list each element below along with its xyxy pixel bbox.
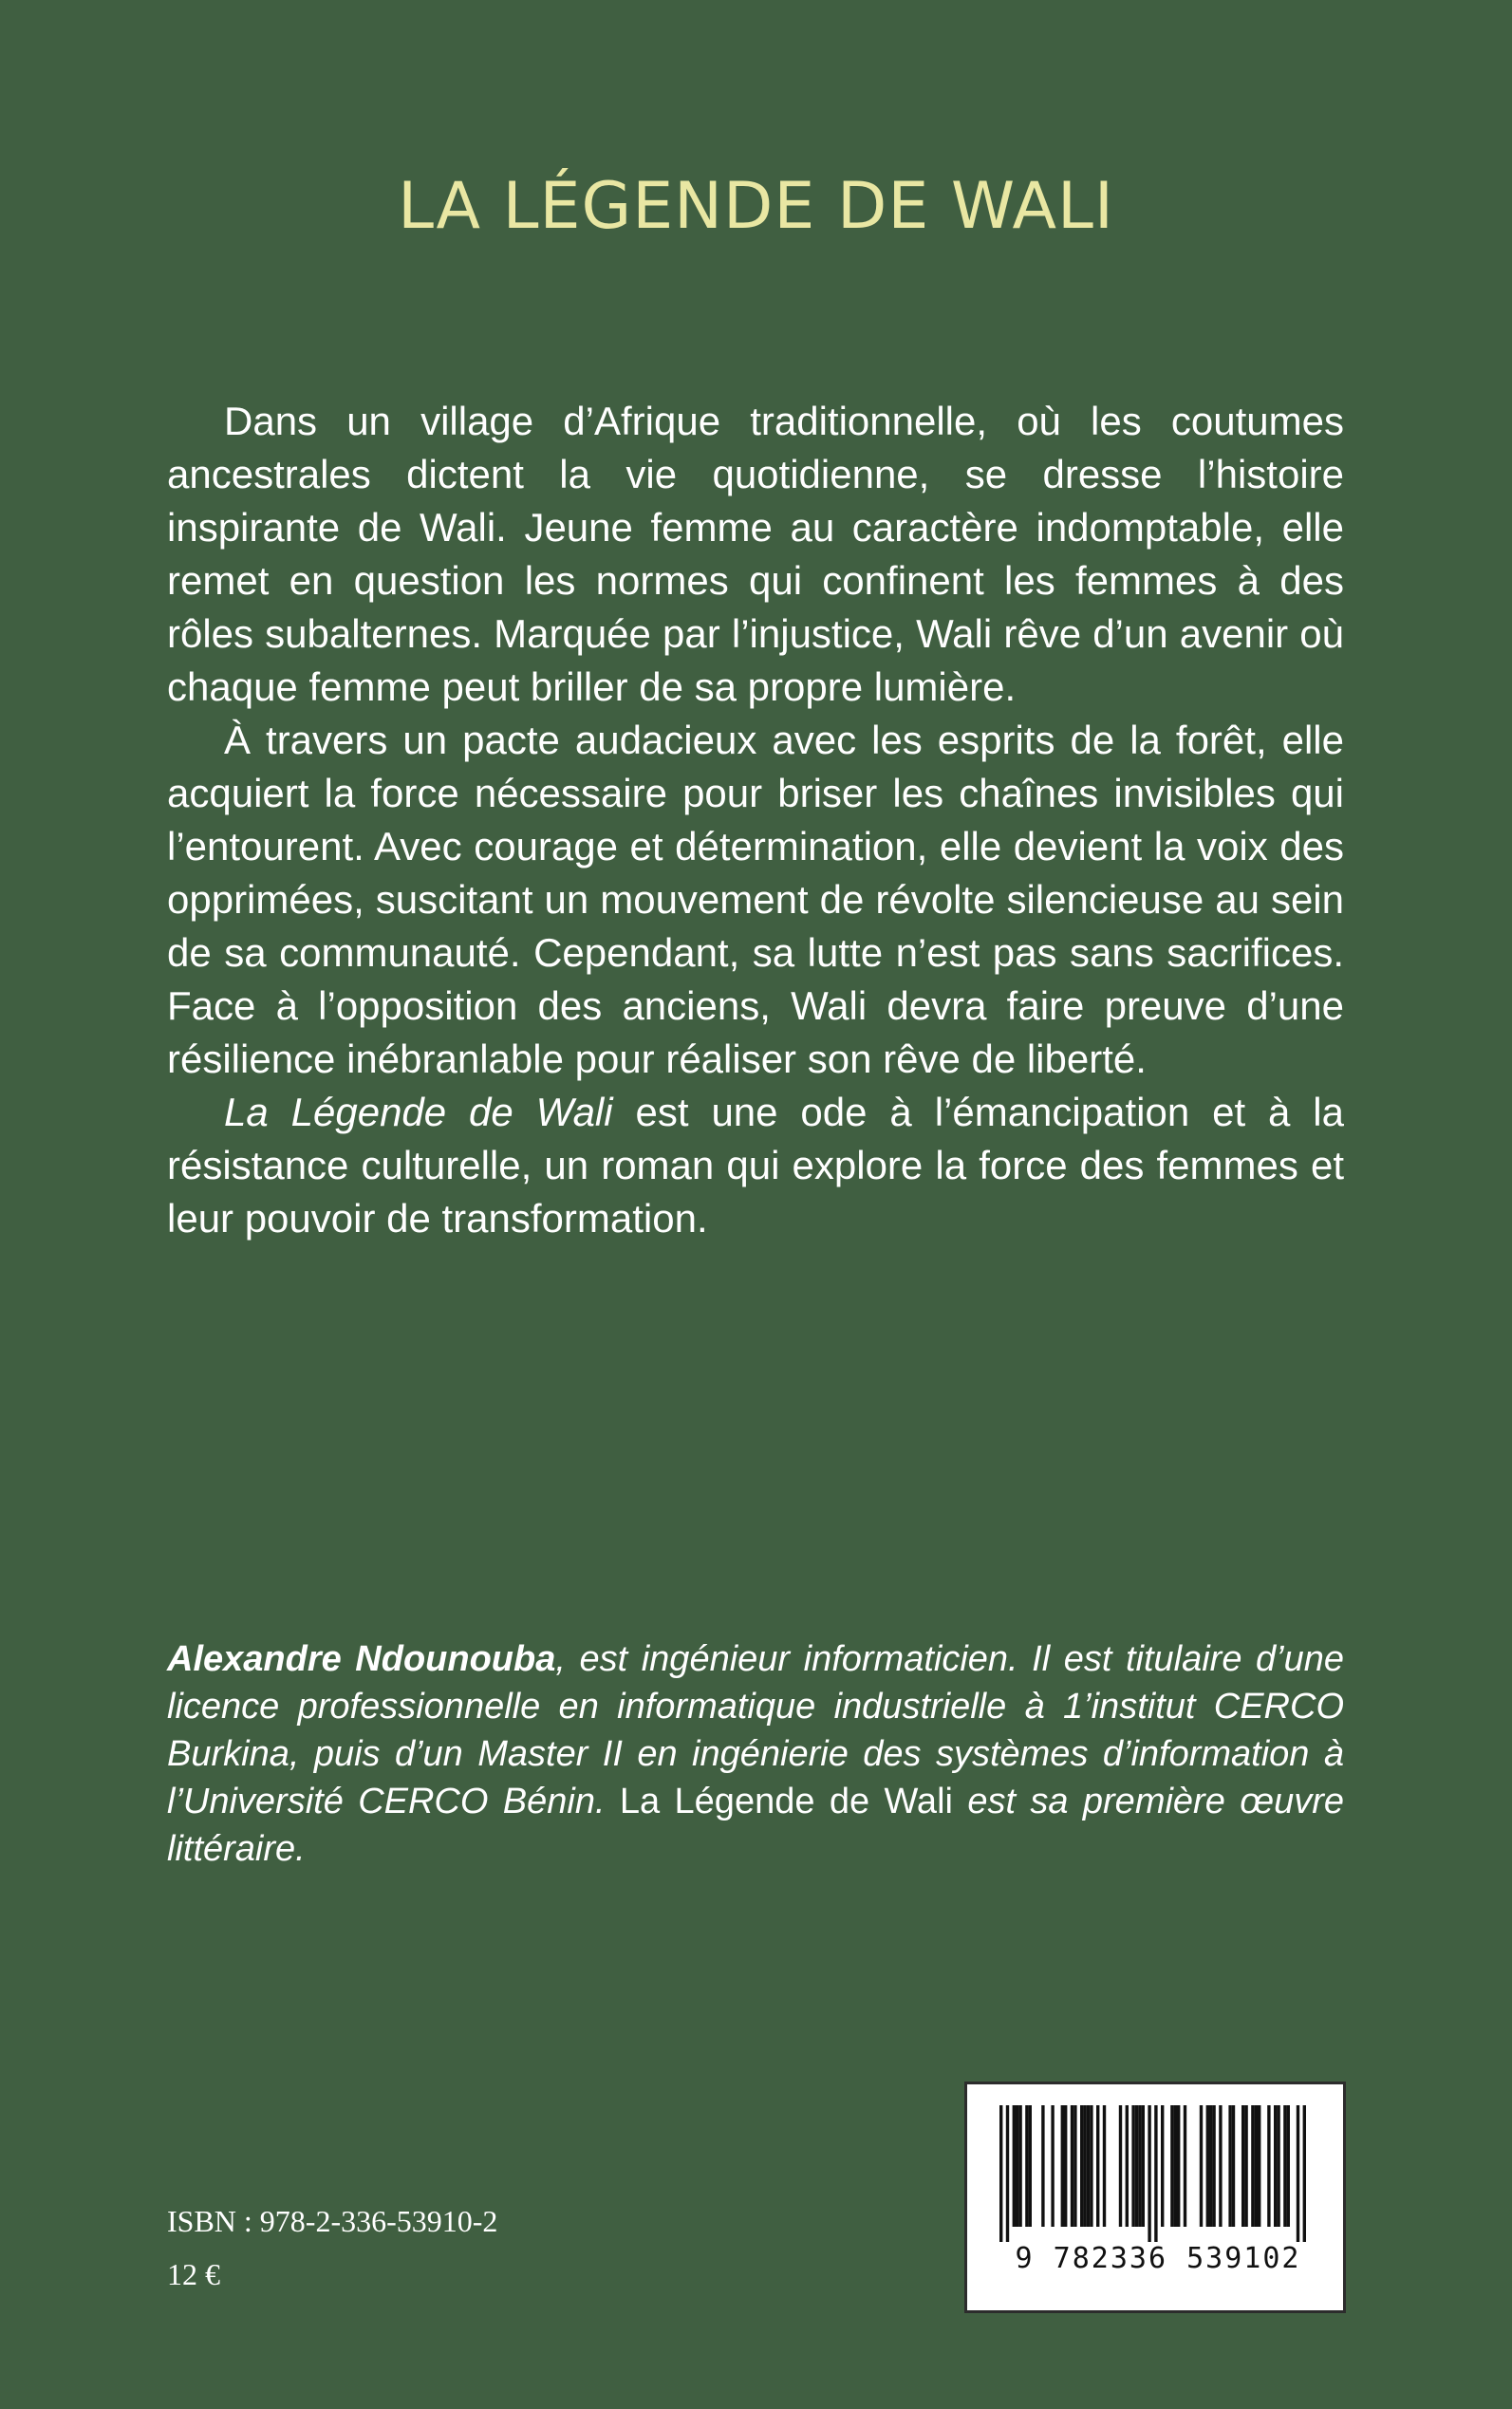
barcode-bar-37 <box>1228 2105 1231 2227</box>
barcode-bar-5 <box>1025 2105 1028 2227</box>
barcode-bar-17 <box>1096 2105 1099 2227</box>
barcode-bar-11 <box>1071 2105 1073 2227</box>
barcode-bar-6 <box>1029 2105 1032 2227</box>
barcode-bar-24 <box>1142 2105 1145 2227</box>
barcode-bar-12 <box>1073 2105 1076 2227</box>
barcode-bar-33 <box>1206 2105 1209 2227</box>
barcode-bar-23 <box>1138 2105 1141 2227</box>
barcode-bar-42 <box>1255 2105 1258 2227</box>
barcode-bar-44 <box>1267 2105 1270 2227</box>
barcode-bar-48 <box>1287 2105 1290 2227</box>
barcode-bar-38 <box>1232 2105 1235 2227</box>
bio-book-title: La Légende de Wali <box>619 1782 953 1821</box>
barcode-bar-28 <box>1170 2105 1173 2227</box>
barcode <box>964 2082 1346 2313</box>
barcode-bar-26 <box>1154 2105 1157 2242</box>
isbn-label: ISBN : 978-2-336-53910-2 <box>167 2204 498 2238</box>
synopsis-paragraph-2: À travers un pacte audacieux avec les esprits de la forêt, elle acquiert la force nécessaire pour briser les chaînes invisibles qui l’entourent. Avec courage et détermination, elle devient la voix des opprimées, suscitant un mouvement de révolte silencieuse au sein de sa communauté. Cependant, sa lutte n’est pas sans sacrifices. Face à l’opposition des anciens, Wali devra faire preuve d’une résilience inébranlable pour réaliser son rêve de liberté. <box>167 718 1344 1081</box>
author-bio <box>167 1635 1344 1873</box>
bio-text: , est ingénieur informaticien. Il est titulaire d’une licence professionnelle en informatique industrielle à 1’institut CERCO Burkina, puis d’un Master II en ingénierie des systèmes d’information à l’Université CERCO Bénin. <box>167 1639 1344 1821</box>
synopsis-book-title: La Légende de Wali <box>224 1090 613 1134</box>
barcode-bar-0 <box>999 2105 1002 2242</box>
barcode-bar-7 <box>1041 2105 1044 2227</box>
barcode-bar-25 <box>1148 2105 1150 2242</box>
barcode-bar-20 <box>1126 2105 1129 2227</box>
barcode-bar-41 <box>1251 2105 1254 2227</box>
barcode-digits: 9 782336 539102 <box>1015 2242 1301 2275</box>
bio-closing-text: est sa première œuvre littéraire. <box>167 1782 1344 1869</box>
barcode-bar-50 <box>1303 2105 1306 2242</box>
book-title: LA LÉGENDE DE WALI <box>398 169 1114 244</box>
barcode-bar-14 <box>1083 2105 1086 2227</box>
barcode-bar-10 <box>1064 2105 1067 2227</box>
barcode-bar-46 <box>1277 2105 1279 2227</box>
barcode-bar-15 <box>1087 2105 1090 2227</box>
barcode-bar-29 <box>1174 2105 1177 2227</box>
barcode-bar-40 <box>1244 2105 1247 2227</box>
barcode-bar-3 <box>1016 2105 1018 2227</box>
synopsis-closing-text: est une ode à l’émancipation et à la résistance culturelle, un roman qui explore la force des femmes et leur pouvoir de transformation. <box>167 1090 1344 1241</box>
barcode-bars <box>999 2105 1316 2242</box>
barcode-bar-47 <box>1283 2105 1286 2227</box>
barcode-bar-27 <box>1161 2105 1164 2227</box>
barcode-bar-13 <box>1080 2105 1083 2227</box>
barcode-bar-9 <box>1061 2105 1064 2227</box>
barcode-bar-21 <box>1131 2105 1134 2227</box>
barcode-bar-36 <box>1219 2105 1222 2227</box>
synopsis-paragraph-1: Dans un village d’Afrique traditionnelle, où les coutumes ancestrales dictent la vie quotidienne, se dresse l’histoire inspirante de Wali. Jeune femme au caractère indomptable, elle remet en question les normes qui confinent les femmes à des rôles subalternes. Marquée par l’injustice, Wali rêve d’un avenir où chaque femme peut briller de sa propre lumière. <box>167 399 1344 709</box>
price-label: 12 € <box>167 2257 220 2291</box>
barcode-bar-2 <box>1013 2105 1016 2227</box>
barcode-bar-39 <box>1241 2105 1244 2227</box>
barcode-bar-32 <box>1200 2105 1203 2227</box>
author-name: Alexandre Ndounouba <box>167 1639 556 1679</box>
barcode-bar-8 <box>1051 2105 1054 2227</box>
barcode-bar-30 <box>1177 2105 1180 2227</box>
barcode-bar-31 <box>1184 2105 1186 2227</box>
barcode-bar-22 <box>1135 2105 1138 2227</box>
barcode-bar-18 <box>1103 2105 1106 2227</box>
synopsis-paragraph-3 <box>167 1086 1344 1245</box>
barcode-bar-43 <box>1258 2105 1260 2227</box>
barcode-bar-34 <box>1209 2105 1212 2227</box>
barcode-bar-4 <box>1018 2105 1021 2227</box>
barcode-bar-45 <box>1274 2105 1277 2227</box>
barcode-bar-16 <box>1090 2105 1092 2227</box>
barcode-bar-49 <box>1297 2105 1299 2242</box>
barcode-bar-1 <box>1006 2105 1009 2242</box>
barcode-bar-35 <box>1212 2105 1215 2227</box>
barcode-bar-19 <box>1119 2105 1122 2227</box>
synopsis <box>167 395 1344 1245</box>
